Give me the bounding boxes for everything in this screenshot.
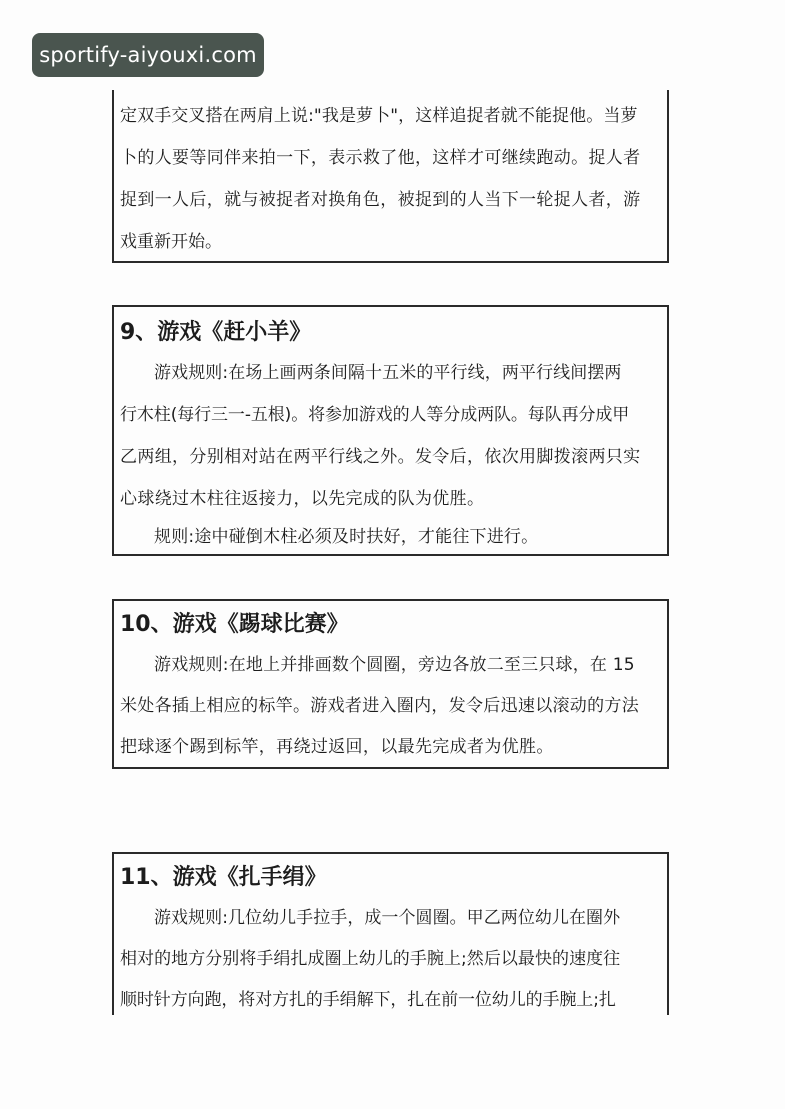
section-9-line-4: 心球绕过木柱往返接力，以先完成的队为优胜。 — [120, 489, 485, 509]
section-8-line-4: 戏重新开始。 — [120, 232, 222, 252]
section-9-title: 9、游戏《赶小羊》 — [120, 320, 312, 345]
section-10-title: 10、游戏《踢球比赛》 — [120, 612, 349, 637]
section-11-line-3: 顺时针方向跑，将对方扎的手绢解下，扎在前一位幼儿的手腕上;扎 — [120, 990, 616, 1010]
section-8-box — [112, 90, 669, 263]
section-9-line-5: 规则:途中碰倒木柱必须及时扶好，才能往下进行。 — [154, 527, 539, 547]
section-8-line-3: 捉到一人后，就与被捉者对换角色，被捉到的人当下一轮捉人者，游 — [120, 190, 641, 210]
section-10-line-2: 米处各插上相应的标竿。游戏者进入圈内，发令后迅速以滚动的方法 — [120, 696, 639, 716]
section-8-line-1: 定双手交叉搭在两肩上说:"我是萝卜"，这样追捉者就不能捉他。当萝 — [120, 106, 638, 126]
section-8-line-2: 卜的人要等同伴来拍一下，表示救了他，这样才可继续跑动。捉人者 — [120, 148, 641, 168]
section-9-line-1: 游戏规则:在场上画两条间隔十五米的平行线，两平行线间摆两 — [154, 363, 622, 383]
section-9-box — [112, 305, 669, 556]
section-10-box — [112, 599, 669, 769]
section-11-line-1: 游戏规则:几位幼儿手拉手，成一个圆圈。甲乙两位幼儿在圈外 — [154, 908, 621, 928]
section-9-line-3: 乙两组，分别相对站在两平行线之外。发令后，依次用脚拨滚两只实 — [120, 447, 641, 467]
section-11-box — [112, 852, 669, 1015]
section-10-line-3: 把球逐个踢到标竿，再绕过返回，以最先完成者为优胜。 — [120, 737, 554, 757]
section-9-line-2: 行木柱(每行三一-五根)。将参加游戏的人等分成两队。每队再分成甲 — [120, 405, 630, 425]
section-11-title: 11、游戏《扎手绢》 — [120, 865, 327, 890]
watermark-badge: sportify-aiyouxi.com — [32, 33, 264, 77]
section-10-line-1: 游戏规则:在地上并排画数个圆圈，旁边各放二至三只球，在 15 — [154, 655, 635, 675]
section-11-line-2: 相对的地方分别将手绢扎成圈上幼儿的手腕上;然后以最快的速度往 — [120, 949, 621, 969]
